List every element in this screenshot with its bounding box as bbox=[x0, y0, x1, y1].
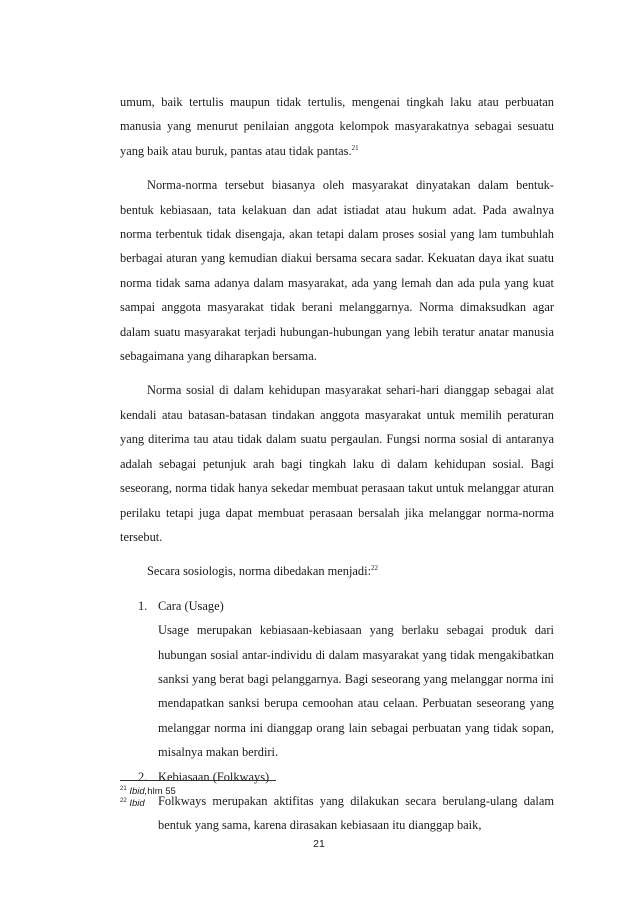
paragraph-social-norm-function: Norma sosial di dalam kehidupan masyarakat sehari-hari dianggap sebagai alat kendali atau batasan-batasan tindakan anggota masyarakat untuk memilih peraturan yang diterima tau atau tidak dalam suatu pergaulan. Fungsi norma sosial di antaranya adalah sebagai petunjuk arah bagi tingkah laku di dalam kehidupan sosial. Bagi seseorang, norma tidak hanya sekedar membuat perasaan takut untuk melanggar aturan perilaku tetapi juga dapat membuat perasaan bersalah jika melanggar norma-norma tersebut. bbox=[120, 383, 554, 544]
footnote-reference[interactable]: 22 bbox=[371, 564, 379, 573]
footnote-number: 21 bbox=[120, 785, 127, 792]
list-item-title: Kebiasaan (Folkways) bbox=[158, 769, 270, 784]
list-number: 2. bbox=[138, 769, 148, 784]
footnote-number: 22 bbox=[120, 797, 127, 804]
footnote-detail: hlm 55 bbox=[147, 786, 176, 797]
list-number: 1. bbox=[138, 598, 148, 613]
footnote-source: Ibid bbox=[129, 798, 145, 809]
list-item-title: Cara (Usage) bbox=[158, 598, 224, 613]
footnotes bbox=[120, 786, 420, 810]
list-item-description: Folkways merupakan aktifitas yang dilakukan secara berulang-ulang dalam bentuk yang sama, karena dirasakan kebiasaan itu dianggap baik, bbox=[158, 793, 554, 833]
paragraph-text: umum, baik tertulis maupun tidak tertulis, mengenai tingkah laku atau perbuatan manusia yang menurut penilaian anggota kelompok masyarakatnya sebagai sesuatu yang baik atau buruk, pantas atau tidak pantas. bbox=[120, 95, 554, 158]
paragraph-norma-forms: Norma-norma tersebut biasanya oleh masyarakat dinyatakan dalam bentuk-bentuk kebiasaan, tata kelakuan dan adat istiadat atau hukum adat. Pada awalnya norma terbentuk tidak disengaja, akan tetapi dalam proses sosial yang lam tumbuhlah berbagai aturan yang kemudian diakui bersama secara sadar. Kekuatan daya ikat suatu norma tidak sama adanya dalam masyarakat, ada yang lemah dan ada pula yang kuat sampai anggota masyarakat tidak berani melanggarnya. Norma dimaksudkan agar dalam suatu masyarakat terjadi hubungan-hubungan yang lebih teratur anatar manusia sebagaimana yang diharapkan bersama. bbox=[120, 178, 554, 364]
footnote-divider bbox=[120, 780, 276, 781]
paragraph-continuation bbox=[120, 90, 554, 163]
list-item-usage bbox=[120, 594, 554, 765]
footnote-21 bbox=[120, 786, 420, 798]
footnote-reference[interactable]: 21 bbox=[351, 143, 359, 152]
footnote-22 bbox=[120, 798, 420, 810]
paragraph-sociological-types bbox=[120, 559, 554, 583]
page-number: 21 bbox=[313, 838, 325, 850]
list-item-description: Usage merupakan kebiasaan-kebiasaan yang berlaku sebagai produk dari hubungan sosial antar-individu di dalam masyarakat yang tidak mengakibatkan sanksi yang berat bagi pelanggarnya. Bagi seseorang yang melanggar norma ini mendapatkan sanksi berupa cemoohan atau celaan. Perbuatan seseorang yang melanggar norma ini dianggap orang lain sebagai perbuatan yang tidak sopan, misalnya makan berdiri. bbox=[158, 623, 554, 760]
footnote-source: Ibid, bbox=[129, 786, 148, 797]
paragraph-text: Secara sosiologis, norma dibedakan menjadi: bbox=[147, 564, 372, 579]
body-text bbox=[120, 90, 554, 838]
